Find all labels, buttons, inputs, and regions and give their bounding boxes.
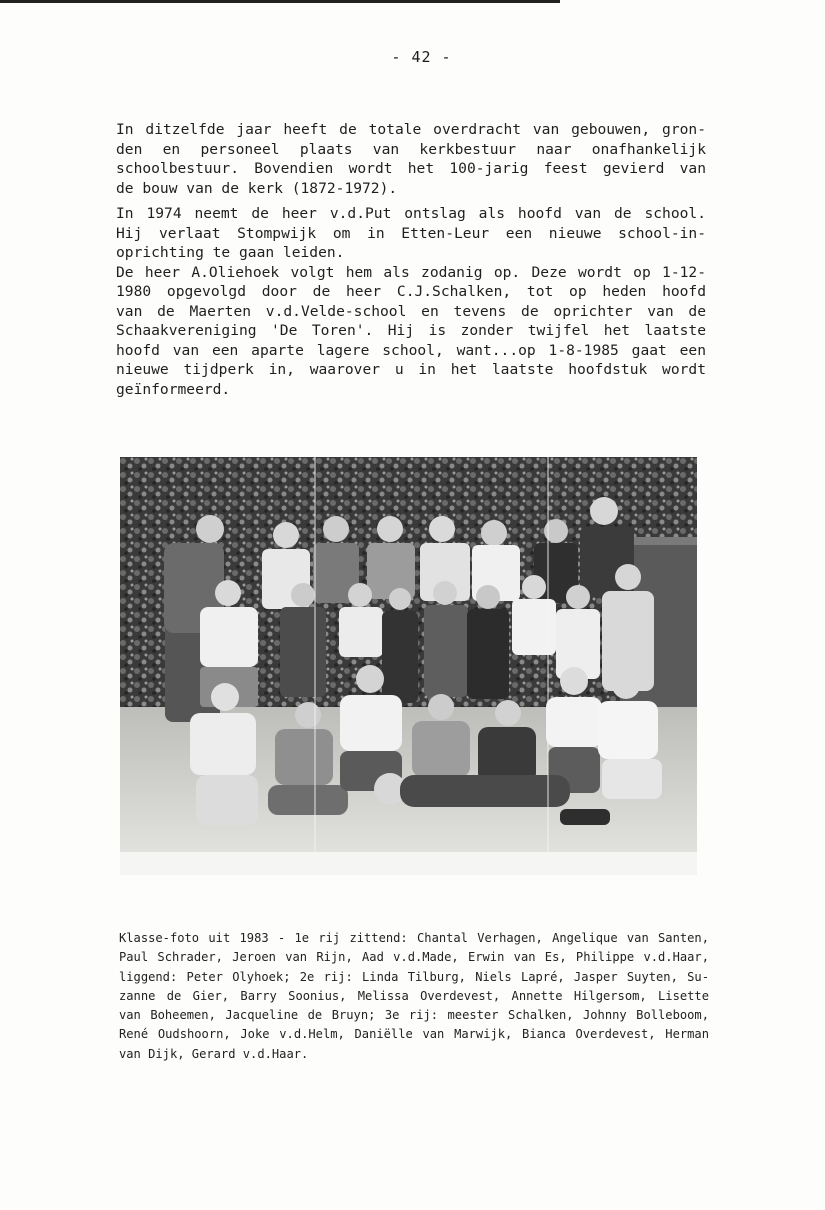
text-line: Schaakvereniging 'De Toren'. Hij is zonder twijfel het laatste [116, 322, 706, 339]
text-line: geïnformeerd. [116, 380, 231, 398]
page-number: - 42 - [391, 48, 452, 66]
class-photo-illustration [120, 457, 697, 875]
text-line: den en personeel plaats van kerkbestuur naar onafhankelijk [116, 140, 706, 158]
text-line: oprichting te gaan leiden. [116, 244, 345, 261]
caption-line: van Boheemen, Jacqueline de Bruyn; 3e rij: meester Schalken, Johnny Bolleboom, [119, 1008, 709, 1023]
text-line: de bouw van de kerk (1872-1972). [116, 179, 398, 197]
body-text [116, 120, 706, 399]
text-line: hoofd van een aparte lagere school, want...op 1-8-1985 gaat een [116, 341, 706, 359]
text-line: In ditzelfde jaar heeft de totale overdracht van gebouwen, gron- [116, 121, 706, 138]
text-line: nieuwe tijdperk in, waarover u in het laatste hoofdstuk wordt [116, 361, 706, 378]
top-scan-edge [0, 0, 560, 3]
text-line: In 1974 neemt de heer v.d.Put ontslag als hoofd van de school. [116, 205, 706, 222]
text-line: schoolbestuur. Bovendien wordt het 100-jarig feest gevierd van [116, 160, 706, 177]
caption-line: Klasse-foto uit 1983 - 1e rij zittend: Chantal Verhagen, Angelique van Santen, [119, 931, 709, 945]
text-line: 1980 opgevolgd door de heer C.J.Schalken, tot op heden hoofd [116, 283, 706, 300]
text-line: Hij verlaat Stompwijk om in Etten-Leur een nieuwe school-in- [116, 224, 706, 242]
text-line: De heer A.Oliehoek volgt hem als zodanig op. Deze wordt op 1-12- [116, 263, 706, 281]
caption-line: Paul Schrader, Jeroen van Rijn, Aad v.d.Made, Erwin van Es, Philippe v.d.Haar, [119, 950, 709, 965]
photo-caption [119, 929, 709, 1064]
caption-line: René Oudshoorn, Joke v.d.Helm, Daniëlle van Marwijk, Bianca Overdevest, Herman [119, 1027, 709, 1042]
class-photo [120, 457, 697, 875]
caption-line: liggend: Peter Olyhoek; 2e rij: Linda Tilburg, Niels Lapré, Jasper Suyten, Su- [119, 969, 709, 984]
text-line: van de Maerten v.d.Velde-school en tevens de oprichter van de [116, 302, 706, 320]
caption-line: zanne de Gier, Barry Soonius, Melissa Overdevest, Annette Hilgersom, Lisette [119, 988, 709, 1003]
caption-line: van Dijk, Gerard v.d.Haar. [119, 1046, 309, 1061]
